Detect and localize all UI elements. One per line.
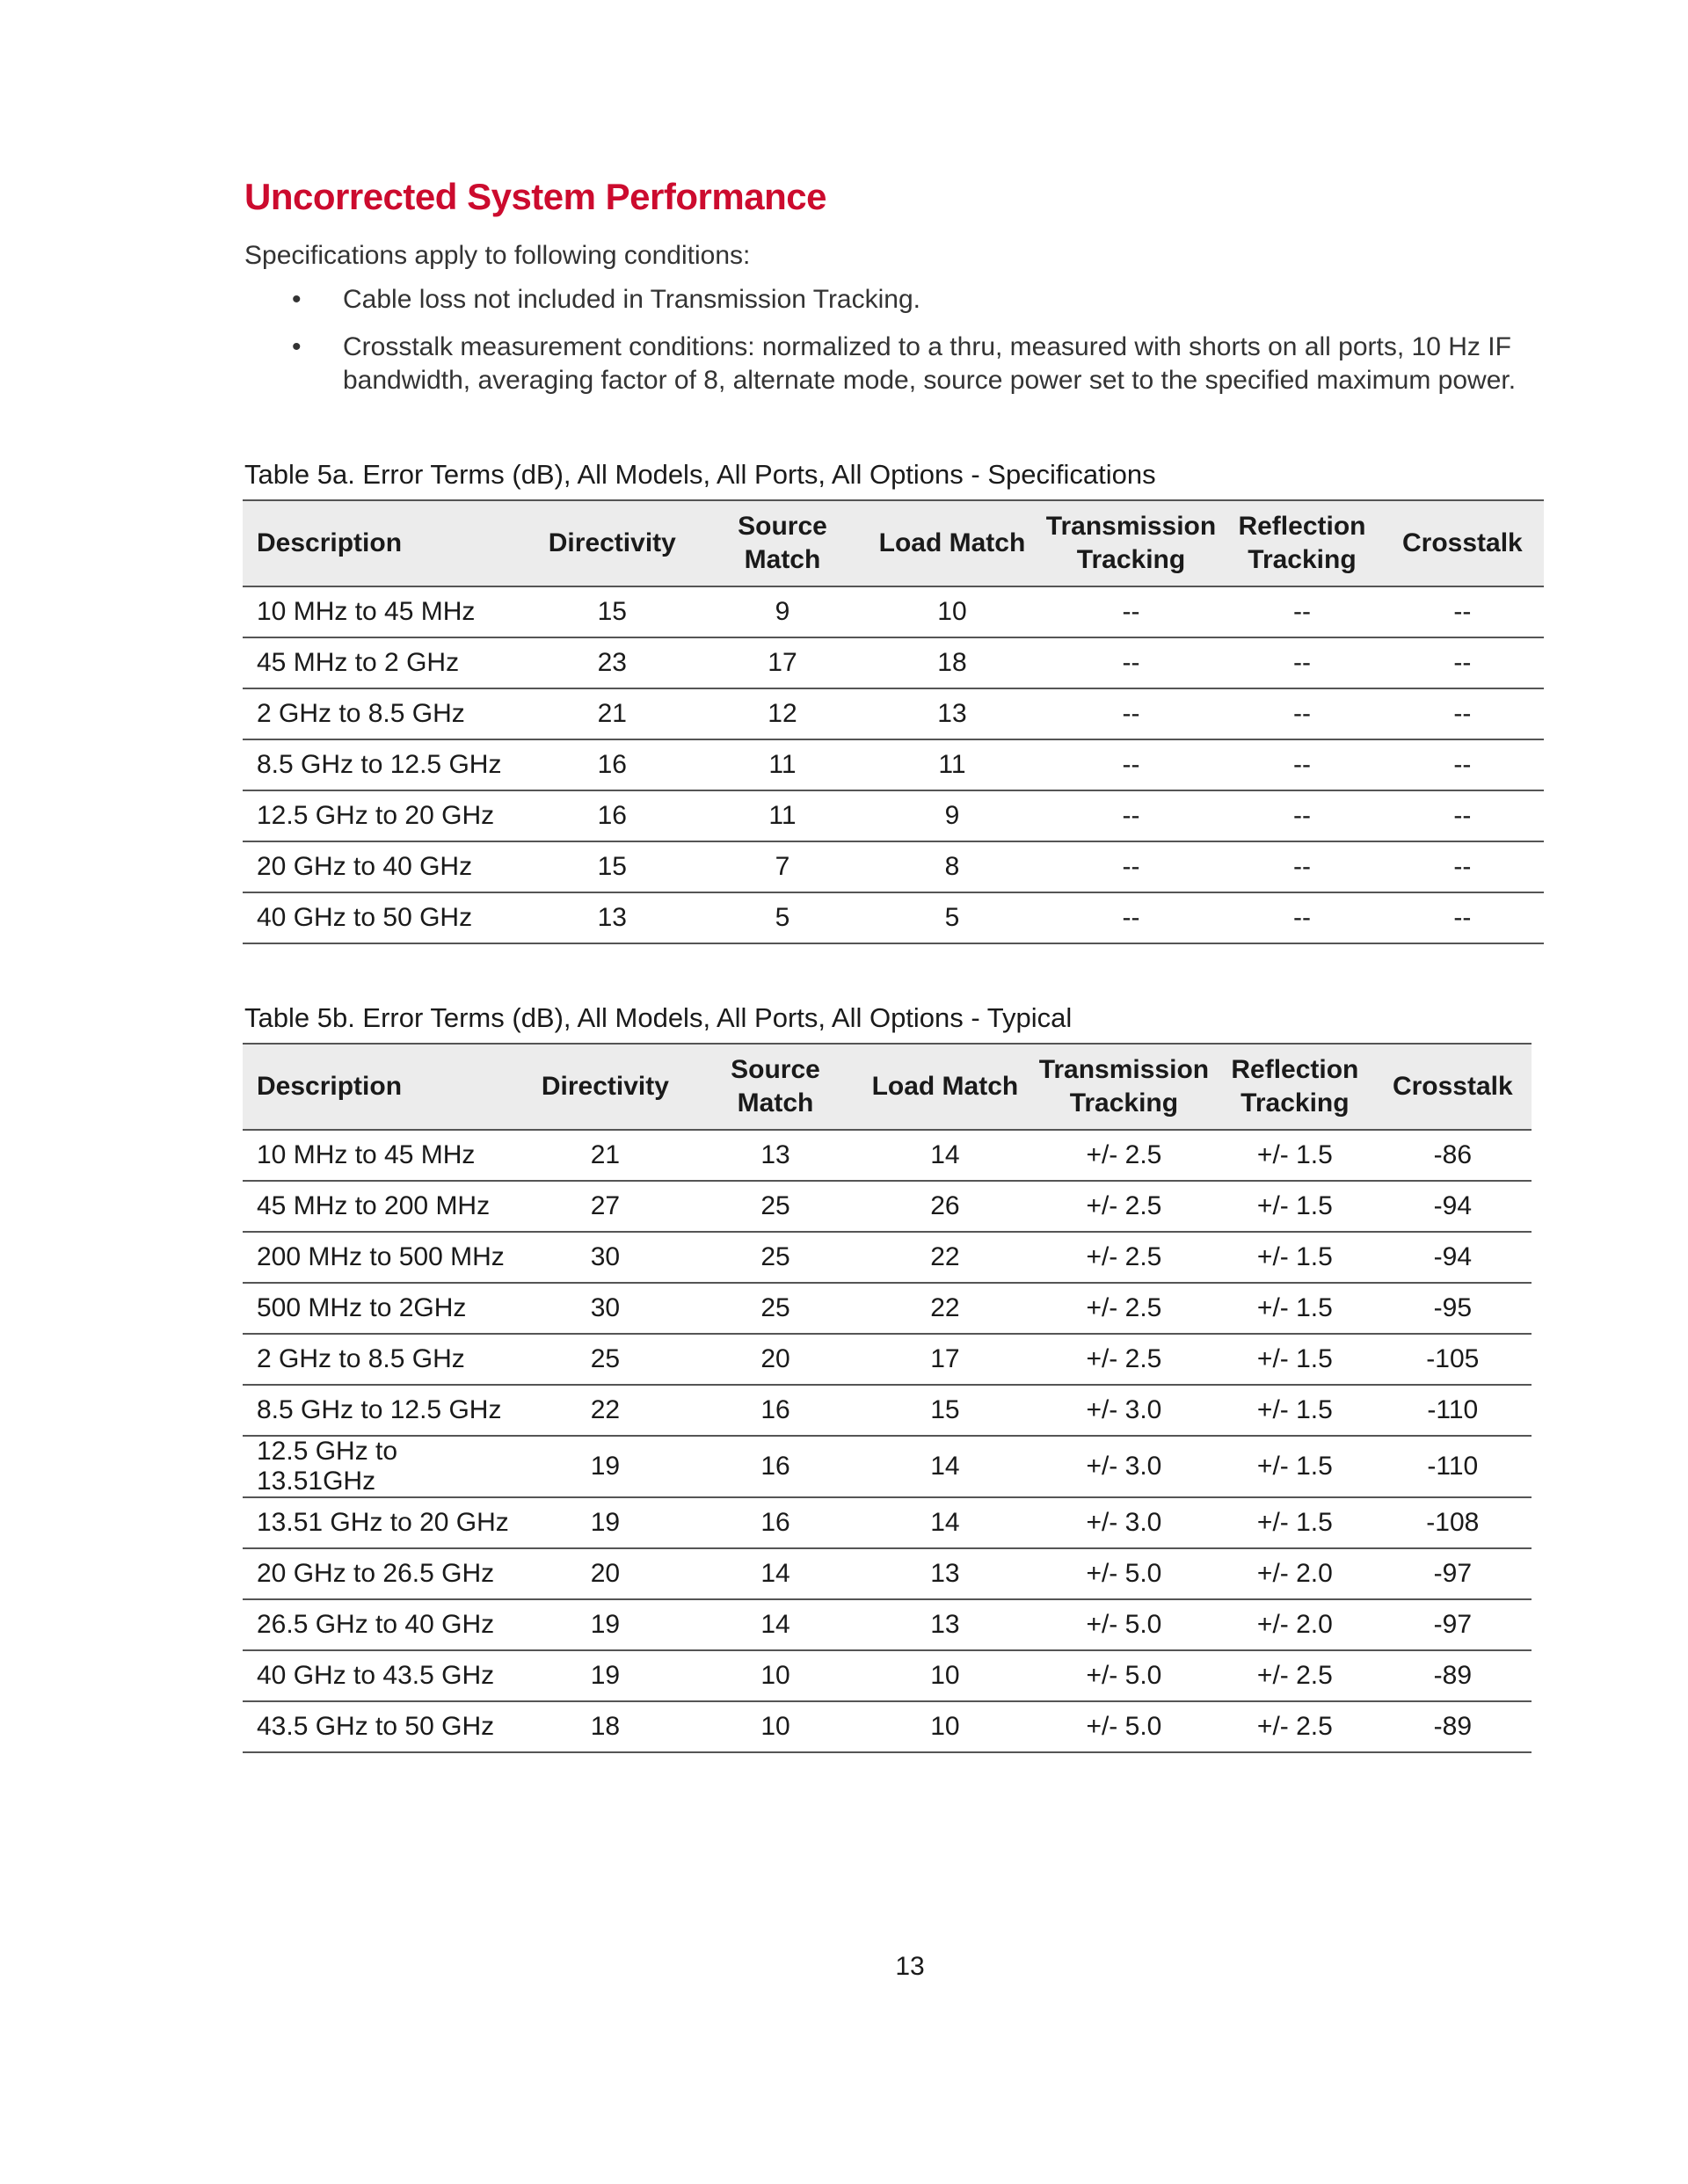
table-cell: +/- 2.0 [1216, 1548, 1374, 1599]
table-cell: +/- 3.0 [1032, 1436, 1216, 1497]
table-cell: 12.5 GHz to 20 GHz [243, 790, 525, 841]
table-cell: 10 [693, 1650, 858, 1701]
table-cell: -- [1381, 892, 1544, 943]
table-row [243, 892, 1544, 943]
table-row [243, 1181, 1532, 1232]
table-cell: 13 [525, 892, 700, 943]
column-header: Source Match [693, 1044, 858, 1130]
column-header: Directivity [518, 1044, 693, 1130]
table-cell: 30 [518, 1283, 693, 1334]
table-cell: -94 [1374, 1232, 1532, 1283]
table-cell: 5 [700, 892, 865, 943]
table-cell: 12.5 GHz to 13.51GHz [243, 1436, 518, 1497]
table-cell: -105 [1374, 1334, 1532, 1385]
table-cell: 26.5 GHz to 40 GHz [243, 1599, 518, 1650]
table-cell: 19 [518, 1497, 693, 1548]
table-cell: 14 [693, 1599, 858, 1650]
table-cell: 25 [693, 1181, 858, 1232]
table-cell: 26 [858, 1181, 1032, 1232]
column-header: Reflection Tracking [1223, 500, 1381, 586]
table-cell: -- [1381, 790, 1544, 841]
table-row [243, 1599, 1532, 1650]
table-cell: 8.5 GHz to 12.5 GHz [243, 739, 525, 790]
table-cell: 22 [858, 1283, 1032, 1334]
table-row [243, 1130, 1532, 1181]
conditions-list [244, 283, 1537, 411]
table-cell: -86 [1374, 1130, 1532, 1181]
table-cell: +/- 2.5 [1032, 1232, 1216, 1283]
table-cell: -- [1223, 637, 1381, 688]
table-row [243, 1334, 1532, 1385]
table-row [243, 1548, 1532, 1599]
table-cell: -- [1039, 586, 1223, 637]
table-cell: +/- 2.0 [1216, 1599, 1374, 1650]
table-cell: +/- 1.5 [1216, 1283, 1374, 1334]
table-cell: -- [1039, 637, 1223, 688]
table-cell: -108 [1374, 1497, 1532, 1548]
list-item [244, 283, 1537, 317]
table-cell: 16 [525, 739, 700, 790]
column-header: Description [243, 500, 525, 586]
table-cell: -95 [1374, 1283, 1532, 1334]
table-cell: +/- 2.5 [1216, 1650, 1374, 1701]
table-cell: 20 [693, 1334, 858, 1385]
table-cell: 18 [865, 637, 1039, 688]
table-cell: 16 [693, 1385, 858, 1436]
table-cell: 13 [865, 688, 1039, 739]
table-cell: 9 [700, 586, 865, 637]
table-cell: 25 [693, 1232, 858, 1283]
table-cell: +/- 1.5 [1216, 1436, 1374, 1497]
table-cell: 13.51 GHz to 20 GHz [243, 1497, 518, 1548]
bullet-text: Crosstalk measurement conditions: normalized to a thru, measured with shorts on all ports, 10 Hz IF bandwidth, averaging factor of 8, alternate mode, source power set to the specified maximum power. [343, 332, 1517, 395]
bullet-icon: • [292, 285, 302, 314]
table-cell: 43.5 GHz to 50 GHz [243, 1701, 518, 1752]
table-cell: 11 [700, 739, 865, 790]
table-cell: 22 [518, 1385, 693, 1436]
table-cell: +/- 1.5 [1216, 1130, 1374, 1181]
table-cell: -- [1223, 790, 1381, 841]
table-row [243, 1436, 1532, 1497]
table-cell: 22 [858, 1232, 1032, 1283]
table-cell: 10 [865, 586, 1039, 637]
table-cell: +/- 2.5 [1216, 1701, 1374, 1752]
table-cell: -- [1381, 637, 1544, 688]
table-cell: -- [1381, 841, 1544, 892]
table-cell: +/- 2.5 [1032, 1283, 1216, 1334]
table-cell: 17 [700, 637, 865, 688]
table-cell: -- [1223, 841, 1381, 892]
table-cell: +/- 1.5 [1216, 1497, 1374, 1548]
table-cell: +/- 5.0 [1032, 1599, 1216, 1650]
table-cell: 13 [858, 1599, 1032, 1650]
table-cell: +/- 3.0 [1032, 1385, 1216, 1436]
table-cell: -89 [1374, 1650, 1532, 1701]
table-cell: 25 [693, 1283, 858, 1334]
table-cell: 19 [518, 1436, 693, 1497]
table-cell: -89 [1374, 1701, 1532, 1752]
table-cell: -- [1039, 739, 1223, 790]
column-header: Source Match [700, 500, 865, 586]
table-cell: 2 GHz to 8.5 GHz [243, 1334, 518, 1385]
table-cell: -97 [1374, 1599, 1532, 1650]
table-cell: 8.5 GHz to 12.5 GHz [243, 1385, 518, 1436]
table-cell: -- [1223, 739, 1381, 790]
table-cell: 17 [858, 1334, 1032, 1385]
column-header: Transmission Tracking [1039, 500, 1223, 586]
table-cell: +/- 1.5 [1216, 1232, 1374, 1283]
table-cell: +/- 2.5 [1032, 1334, 1216, 1385]
page-number: 13 [895, 1952, 925, 1981]
table-cell: +/- 2.5 [1032, 1130, 1216, 1181]
section-title: Uncorrected System Performance [244, 176, 826, 217]
table-cell: 8 [865, 841, 1039, 892]
table-cell: 40 GHz to 43.5 GHz [243, 1650, 518, 1701]
table-row [243, 790, 1544, 841]
table-cell: -97 [1374, 1548, 1532, 1599]
table-cell: 40 GHz to 50 GHz [243, 892, 525, 943]
table-cell: 500 MHz to 2GHz [243, 1283, 518, 1334]
table-row [243, 637, 1544, 688]
table-cell: 200 MHz to 500 MHz [243, 1232, 518, 1283]
table-b [243, 1043, 1532, 1753]
table-cell: 14 [693, 1548, 858, 1599]
column-header: Transmission Tracking [1032, 1044, 1216, 1130]
table-cell: 14 [858, 1130, 1032, 1181]
table-cell: 23 [525, 637, 700, 688]
table-cell: 15 [858, 1385, 1032, 1436]
table-cell: -- [1039, 688, 1223, 739]
table-cell: 45 MHz to 2 GHz [243, 637, 525, 688]
table-cell: +/- 1.5 [1216, 1181, 1374, 1232]
table-b-caption: Table 5b. Error Terms (dB), All Models, All Ports, All Options - Typical [244, 1002, 1073, 1033]
table-cell: -- [1039, 790, 1223, 841]
table-cell: 16 [693, 1497, 858, 1548]
table-cell: 20 GHz to 26.5 GHz [243, 1548, 518, 1599]
table-cell: -94 [1374, 1181, 1532, 1232]
table-cell: 21 [518, 1130, 693, 1181]
table-cell: 5 [865, 892, 1039, 943]
table-row [243, 1283, 1532, 1334]
table-cell: 18 [518, 1701, 693, 1752]
table-cell: 13 [858, 1548, 1032, 1599]
table-cell: 2 GHz to 8.5 GHz [243, 688, 525, 739]
table-header-row [243, 500, 1544, 586]
table-cell: +/- 3.0 [1032, 1497, 1216, 1548]
table-row [243, 739, 1544, 790]
table-cell: 30 [518, 1232, 693, 1283]
table-cell: 10 MHz to 45 MHz [243, 1130, 518, 1181]
table-cell: -- [1381, 688, 1544, 739]
table-cell: 7 [700, 841, 865, 892]
column-header: Crosstalk [1381, 500, 1544, 586]
table-cell: 21 [525, 688, 700, 739]
table-cell: 11 [700, 790, 865, 841]
column-header: Crosstalk [1374, 1044, 1532, 1130]
table-cell: -- [1039, 841, 1223, 892]
table-cell: +/- 2.5 [1032, 1181, 1216, 1232]
table-cell: 14 [858, 1497, 1032, 1548]
table-header-row [243, 1044, 1532, 1130]
table-cell: 25 [518, 1334, 693, 1385]
table-cell: 10 [858, 1650, 1032, 1701]
table-cell: 16 [525, 790, 700, 841]
table-a [243, 499, 1544, 944]
table-cell: -110 [1374, 1385, 1532, 1436]
table-row [243, 1497, 1532, 1548]
table-cell: 19 [518, 1650, 693, 1701]
table-cell: 10 [693, 1701, 858, 1752]
table-cell: 13 [693, 1130, 858, 1181]
table-cell: 16 [693, 1436, 858, 1497]
table-cell: 20 GHz to 40 GHz [243, 841, 525, 892]
table-row [243, 1701, 1532, 1752]
table-cell: -- [1223, 688, 1381, 739]
table-row [243, 1385, 1532, 1436]
column-header: Directivity [525, 500, 700, 586]
table-cell: +/- 1.5 [1216, 1385, 1374, 1436]
table-cell: 27 [518, 1181, 693, 1232]
table-cell: 12 [700, 688, 865, 739]
table-cell: -- [1381, 739, 1544, 790]
table-cell: 14 [858, 1436, 1032, 1497]
table-cell: -- [1039, 892, 1223, 943]
list-item [244, 331, 1537, 397]
table-cell: 10 MHz to 45 MHz [243, 586, 525, 637]
column-header: Load Match [858, 1044, 1032, 1130]
table-cell: 10 [858, 1701, 1032, 1752]
table-cell: 19 [518, 1599, 693, 1650]
table-cell: 45 MHz to 200 MHz [243, 1181, 518, 1232]
bullet-text: Cable loss not included in Transmission Tracking. [343, 285, 920, 314]
table-cell: 20 [518, 1548, 693, 1599]
table-cell: +/- 1.5 [1216, 1334, 1374, 1385]
column-header: Load Match [865, 500, 1039, 586]
table-cell: 15 [525, 841, 700, 892]
table-cell: -- [1223, 892, 1381, 943]
table-cell: -- [1223, 586, 1381, 637]
table-cell: +/- 5.0 [1032, 1548, 1216, 1599]
table-cell: 15 [525, 586, 700, 637]
table-cell: 11 [865, 739, 1039, 790]
column-header: Description [243, 1044, 518, 1130]
table-cell: 9 [865, 790, 1039, 841]
table-row [243, 1650, 1532, 1701]
table-cell: -110 [1374, 1436, 1532, 1497]
table-a-caption: Table 5a. Error Terms (dB), All Models, All Ports, All Options - Specifications [244, 459, 1156, 490]
bullet-icon: • [292, 332, 302, 361]
column-header: Reflection Tracking [1216, 1044, 1374, 1130]
table-cell: +/- 5.0 [1032, 1650, 1216, 1701]
table-cell: +/- 5.0 [1032, 1701, 1216, 1752]
intro-text: Specifications apply to following conditions: [244, 241, 751, 270]
table-cell: -- [1381, 586, 1544, 637]
table-row [243, 1232, 1532, 1283]
table-row [243, 586, 1544, 637]
table-row [243, 688, 1544, 739]
table-row [243, 841, 1544, 892]
